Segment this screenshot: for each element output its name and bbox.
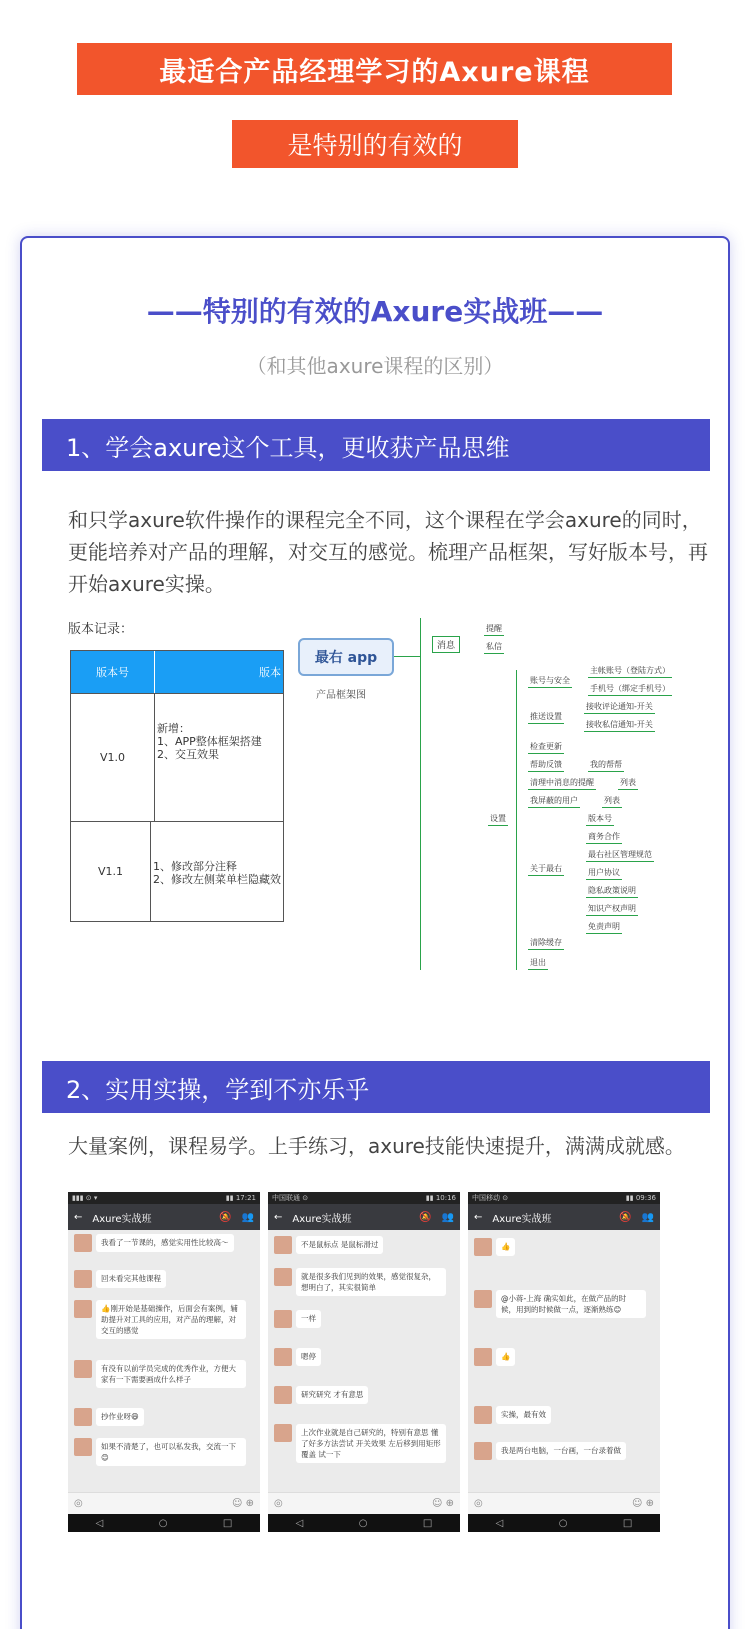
chat-body [68,1230,260,1492]
chat-title: Axure实战班 [292,1213,352,1225]
avatar [74,1438,92,1456]
back-nav-icon[interactable]: ◁ [95,1517,104,1529]
home-nav-icon[interactable]: ○ [358,1517,368,1529]
mindmap-node: 接收私信通知-开关 [584,720,655,732]
version-cell: V1.0 [71,694,155,821]
avatar [274,1236,292,1254]
android-nav-bar [68,1514,260,1532]
phone-screenshot-3 [468,1192,660,1532]
emoji-icon[interactable]: ☺ [431,1498,443,1509]
mindmap-node: 我的帮帮 [588,760,624,772]
emoji-icon[interactable]: ☺ [231,1498,243,1509]
mindmap-node: 用户协议 [586,868,622,880]
chat-screenshots [68,1192,708,1540]
mindmap-node: 账号与安全 [528,676,572,688]
avatar [274,1268,292,1286]
mindmap-node: 消息 [432,636,460,653]
avatar [474,1238,492,1256]
chat-bubble: 如果不清楚了，也可以私发我，交流一下😊 [96,1438,246,1466]
group-members-icon: 👥 [641,1211,654,1223]
section-2-heading: 2、实用实操，学到不亦乐乎 [42,1061,710,1113]
chat-bubble: 就是很多我们见到的效果，感觉很复杂，想明白了，其实很简单 [296,1268,446,1296]
chat-bubble: 抄作业呀😄 [96,1408,144,1426]
changes-cell [151,822,283,921]
chat-body [268,1230,460,1492]
chat-bubble: 回未看完其他课程 [96,1270,166,1288]
chat-header [468,1204,660,1230]
chat-body [468,1230,660,1492]
mindmap-node: 接收评论通知-开关 [584,702,655,714]
table-row [71,693,283,821]
mute-icon: 🔕 [219,1211,232,1223]
mindmap-node: 免责声明 [586,922,622,934]
group-members-icon: 👥 [441,1211,454,1223]
voice-icon[interactable]: ◎ [274,1498,283,1509]
plus-icon[interactable]: ⊕ [445,1498,454,1509]
recent-nav-icon[interactable]: □ [222,1517,233,1529]
chat-input-bar[interactable] [468,1492,660,1514]
avatar [274,1424,292,1442]
back-arrow-icon: ← [74,1211,83,1223]
voice-icon[interactable]: ◎ [474,1498,483,1509]
version-table [70,650,284,922]
mindmap-node: 帮助反馈 [528,760,564,772]
chat-bubble: @小蒋-上海 确实如此，在做产品的时候，用到的时候做一点，逐渐熟练😊 [496,1290,646,1318]
card-title: ——特别的有效的Axure实战班—— [146,295,604,328]
avatar [74,1408,92,1426]
mindmap-node: 检查更新 [528,742,564,754]
chat-bubble: 实操，最有效 [496,1406,551,1424]
version-col-header: 版本号 [71,651,155,693]
phone-screenshot-1 [68,1192,260,1532]
chat-bubble: 一样 [296,1310,321,1328]
chat-bubble: 有没有以前学员完成的优秀作业，方便大家有一下需要画成什么样子 [96,1360,246,1388]
mindmap-node: 列表 [618,778,638,790]
chat-bubble: 👍 [496,1348,515,1366]
chat-header [268,1204,460,1230]
mindmap-node: 清理中消息的提醒 [528,778,596,790]
course-card [20,236,730,1629]
mindmap-node: 列表 [602,796,622,808]
mindmap-root: 最右 app [298,638,394,676]
avatar [274,1348,292,1366]
mindmap-node: 提醒 [484,624,504,636]
mindmap-node: 我屏蔽的用户 [528,796,580,808]
mindmap-node: 退出 [528,958,548,970]
home-nav-icon[interactable]: ○ [558,1517,568,1529]
avatar [74,1270,92,1288]
version-table-header [71,651,283,693]
change-line: 1、APP整体框架搭建 [157,735,262,748]
card-subtitle: （和其他axure课程的区别） [246,354,504,378]
avatar [74,1300,92,1318]
status-bar: ▮▮▮ ⊙ ▾ ▮▮ 17:21 [68,1192,260,1204]
section-2-text: 大量案例，课程易学。上手练习，axure技能快速提升，满满成就感。 [68,1134,685,1158]
headline-banner: 最适合产品经理学习的Axure课程 [77,43,672,95]
avatar [274,1386,292,1404]
chat-bubble: 嗯停 [296,1348,321,1366]
status-bar: 中国联通 ⊙ ▮▮ 10:16 [268,1192,460,1204]
section-1-heading: 1、学会axure这个工具，更收获产品思维 [42,419,710,471]
back-nav-icon[interactable]: ◁ [295,1517,304,1529]
back-arrow-icon: ← [474,1211,483,1223]
section-1-text: 和只学axure软件操作的课程完全不同，这个课程在学会axure的同时，更能培养对产品的理解，对交互的感觉。梳理产品框架，写好版本号，再开始axure实操。 [68,508,708,596]
chat-bubble: 研究研究 才有意思 [296,1386,368,1404]
plus-icon[interactable]: ⊕ [245,1498,254,1509]
recent-nav-icon[interactable]: □ [622,1517,633,1529]
emoji-icon[interactable]: ☺ [631,1498,643,1509]
chat-title: Axure实战班 [92,1213,152,1225]
subheadline-banner: 是特别的有效的 [232,120,518,168]
mindmap-node: 知识产权声明 [586,904,638,916]
chat-title: Axure实战班 [492,1213,552,1225]
mindmap-node: 清除缓存 [528,938,564,950]
change-line: 1、修改部分注释 [153,860,237,873]
mindmap-node: 私信 [484,642,504,654]
avatar [474,1348,492,1366]
chat-bubble: 👍 [496,1238,515,1256]
chat-input-bar[interactable] [68,1492,260,1514]
mindmap-node: 商务合作 [586,832,622,844]
avatar [74,1360,92,1378]
product-mindmap [292,618,712,978]
mindmap-node: 手机号（绑定手机号） [588,684,672,696]
change-line: 2、交互效果 [157,748,219,761]
chat-bubble: 👍刚开始是基础操作，后面会有案例，辅助提升对工具的应用，对产品的理解，对交互的感觉 [96,1300,246,1339]
mindmap-node: 关于最右 [528,864,564,876]
mindmap-node: 设置 [488,814,508,826]
recent-nav-icon[interactable]: □ [422,1517,433,1529]
avatar [274,1310,292,1328]
chat-bubble: 上次作业就是自己研究的，特别有意思 懂了好多方法尝试 开关效果 左后移到用矩形覆盖 试一下 [296,1424,446,1463]
version-caption: 版本记录： [68,622,134,637]
group-members-icon: 👥 [241,1211,254,1223]
back-arrow-icon: ← [274,1211,283,1223]
change-line: 新增： [157,722,190,735]
avatar [474,1406,492,1424]
avatar [74,1234,92,1252]
chat-bubble: 我是两台电脑，一台画，一台录着做 [496,1442,626,1460]
chat-header [68,1204,260,1230]
mindmap-node: 隐私政策说明 [586,886,638,898]
changes-cell [155,694,283,821]
table-row [71,821,283,921]
chat-bubble: 不是鼠标点 是鼠标滑过 [296,1236,383,1254]
avatar [474,1290,492,1308]
home-nav-icon[interactable]: ○ [158,1517,168,1529]
status-bar: 中国移动 ⊙ ▮▮ 09:36 [468,1192,660,1204]
plus-icon[interactable]: ⊕ [645,1498,654,1509]
change-line: 2、修改左侧菜单栏隐藏效 [153,873,281,886]
mute-icon: 🔕 [619,1211,632,1223]
mindmap-caption: 产品框架图 [316,690,366,701]
mindmap-node: 主帐账号（登陆方式） [588,666,672,678]
content-col-header: 版本 [259,666,281,679]
mute-icon: 🔕 [419,1211,432,1223]
phone-screenshot-2 [268,1192,460,1532]
voice-icon[interactable]: ◎ [74,1498,83,1509]
back-nav-icon[interactable]: ◁ [495,1517,504,1529]
mindmap-node: 推送设置 [528,712,564,724]
chat-input-bar[interactable] [268,1492,460,1514]
mindmap-node: 版本号 [586,814,614,826]
version-cell: V1.1 [71,822,151,921]
android-nav-bar [268,1514,460,1532]
avatar [474,1442,492,1460]
android-nav-bar [468,1514,660,1532]
chat-bubble: 我看了一节课的，感觉实用性比较高～ [96,1234,234,1252]
mindmap-node: 最右社区管理规范 [586,850,654,862]
